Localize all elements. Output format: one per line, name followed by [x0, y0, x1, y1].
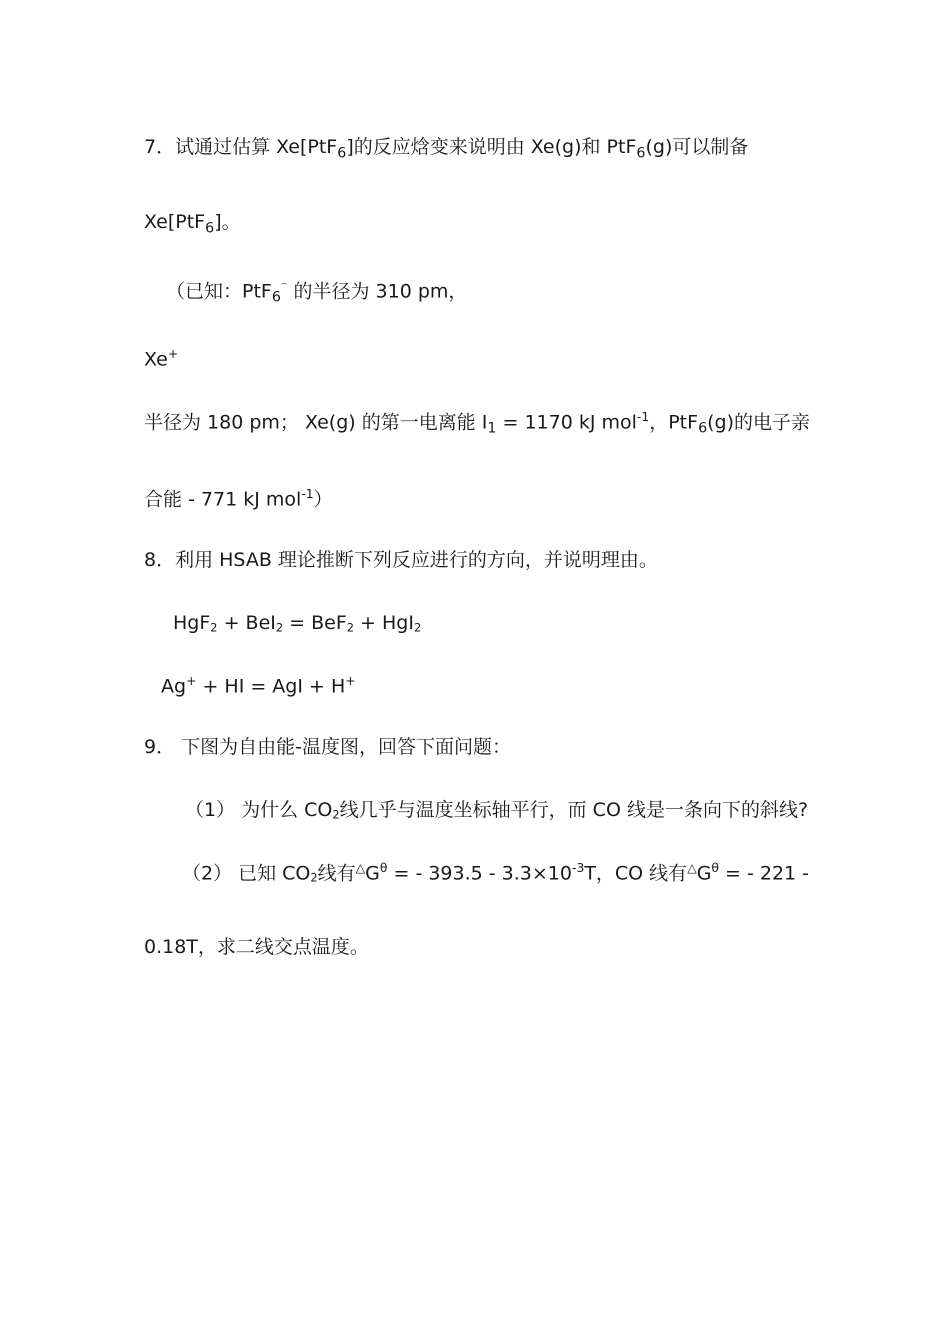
text: + HgI [354, 612, 414, 634]
text: + HI = AgI + H [196, 675, 346, 698]
q7-line-3 [166, 279, 467, 307]
text: (g)可以制备 [645, 136, 749, 158]
text: 8．利用 HSAB 理论推断下列反应进行的方向，并说明理由。 [144, 549, 658, 571]
triangle-symbol: △ [687, 861, 697, 875]
text: 合能 - 771 kJ mol [144, 488, 302, 511]
q8-title [144, 549, 658, 572]
text: 的半径为 310 pm， [287, 280, 468, 303]
text: （已知：PtF [166, 280, 272, 303]
text: 9． 下图为自由能-温度图，回答下面问题： [144, 736, 511, 758]
subscript: 6 [337, 145, 347, 162]
superscript: θ [711, 861, 719, 875]
subscript: 2 [413, 620, 422, 635]
subscript: 6 [271, 289, 281, 306]
q8-equation-1 [173, 612, 421, 635]
superscript: -1 [636, 410, 650, 424]
text: + BeI [217, 612, 276, 634]
text: T，CO 线有 [584, 862, 688, 885]
superscript: + [345, 674, 356, 688]
subscript: 1 [487, 420, 497, 437]
superscript: + [186, 674, 197, 688]
text: （2） 已知 CO [182, 862, 311, 885]
text: G [365, 862, 380, 885]
superscript: -1 [301, 487, 314, 501]
text: 0.18T，求二线交点温度。 [144, 936, 369, 958]
subscript: 6 [698, 420, 708, 437]
q9-part-2-cont [144, 936, 369, 959]
subscript: 2 [310, 870, 318, 885]
text: ]的反应焓变来说明由 Xe(g)和 PtF [346, 136, 637, 158]
q9-part-2 [182, 861, 809, 885]
q7-line-1 [144, 136, 748, 162]
text: 7．试通过估算 Xe[PtF [144, 136, 338, 158]
text: = 1170 kJ mol [496, 411, 637, 434]
text: 线几乎与温度坐标轴平行，而 CO 线是一条向下的斜线? [339, 799, 809, 821]
superscript: θ [379, 861, 388, 875]
subscript: 2 [332, 807, 340, 822]
text: 线有 [317, 862, 356, 885]
text: ） [313, 488, 333, 511]
text: ]。 [214, 211, 241, 233]
q7-line-6 [144, 487, 333, 511]
text: = BeF [283, 612, 347, 634]
text: Xe [144, 348, 168, 371]
q7-line-4 [144, 347, 178, 371]
subscript: 2 [346, 620, 355, 635]
q7-line-5 [144, 410, 810, 438]
text: = - 393.5 - 3.3×10 [387, 862, 572, 885]
text: = - 221 - [718, 862, 810, 885]
text: Ag [161, 675, 187, 698]
q9-part-1 [185, 799, 808, 822]
q9-title [144, 736, 511, 759]
subscript: 2 [275, 620, 284, 635]
subscript: 6 [205, 220, 215, 237]
subscript: 2 [210, 620, 218, 635]
text: ，PtF [649, 411, 699, 434]
text: HgF [173, 612, 211, 634]
text: 半径为 180 pm； Xe(g) 的第一电离能 I [144, 411, 488, 434]
text: G [696, 862, 712, 885]
text: (g)的电子亲 [707, 411, 811, 434]
text: Xe[PtF [144, 211, 206, 233]
superscript: + [167, 347, 179, 361]
q8-equation-2 [161, 674, 356, 698]
superscript: -3 [572, 861, 585, 875]
text: （1） 为什么 CO [185, 799, 333, 821]
q7-line-2 [144, 211, 241, 237]
triangle-symbol: △ [355, 861, 366, 875]
superscript: ⁻ [280, 279, 288, 293]
subscript: 6 [636, 145, 646, 162]
